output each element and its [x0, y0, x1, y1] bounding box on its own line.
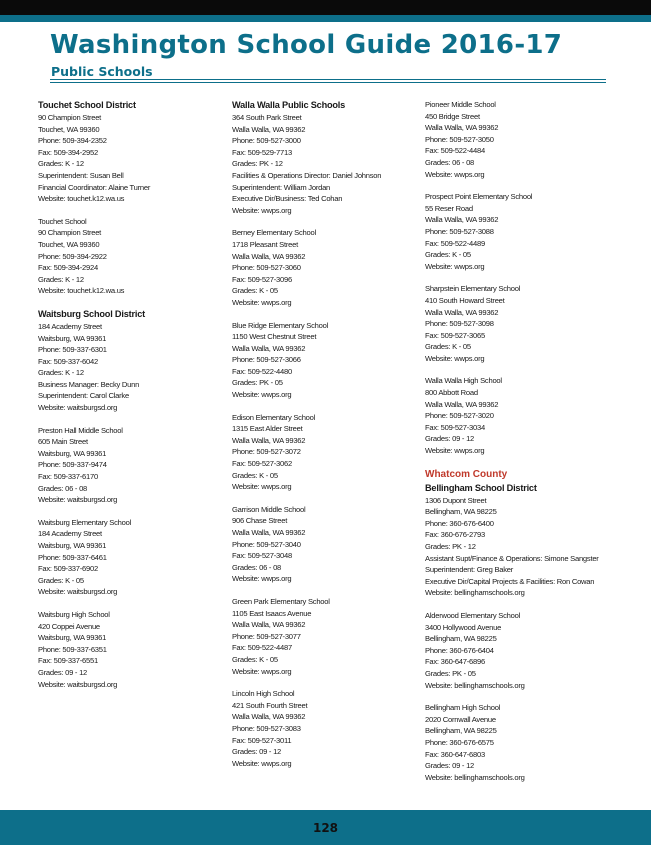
- entry-line: Grades: 09 - 12: [38, 667, 88, 677]
- entry-line: Walla Walla, WA 99362: [232, 435, 306, 445]
- entry-line: Grades: 06 - 08: [425, 157, 475, 167]
- entry-line: Grades: K - 12: [38, 368, 84, 378]
- entry-line: 420 Coppei Avenue: [38, 621, 100, 631]
- entry-line: Grades: 06 - 08: [38, 483, 88, 493]
- entry-line: 90 Champion Street: [38, 228, 102, 238]
- directory-entry: [38, 609, 223, 690]
- entry-line: Phone: 509-337-6351: [38, 644, 107, 654]
- entry-line: Phone: 509-337-9474: [38, 460, 107, 470]
- entry-line: Superintendent: Greg Baker: [425, 565, 514, 575]
- entry-line: Bellingham, WA 98225: [425, 726, 497, 736]
- entry-line: Preston Hall Middle School: [38, 425, 123, 435]
- top-black-bar: [0, 0, 651, 15]
- entry-line: 3400 Hollywood Avenue: [425, 622, 502, 632]
- entry-line: Fax: 360-676-2793: [425, 530, 485, 540]
- entry-line: 184 Academy Street: [38, 321, 102, 331]
- directory-entry: [232, 596, 417, 677]
- entry-line: Walla Walla, WA 99362: [425, 123, 499, 133]
- entry-line: Website: bellinghamschools.org: [425, 588, 525, 598]
- entry-line: 800 Abbott Road: [425, 388, 478, 398]
- entry-line: Fax: 509-522-4487: [232, 643, 292, 653]
- footer-bar: [0, 810, 651, 845]
- entry-line: Fax: 509-522-4480: [232, 366, 292, 376]
- directory-entry: [38, 99, 223, 205]
- entry-line: Executive Dir/Capital Projects & Facilities: Ron Cowan: [425, 576, 595, 586]
- entry-line: Assistant Supt/Finance & Operations: Simone Sangster: [425, 553, 599, 563]
- entry-line: 364 South Park Street: [232, 113, 302, 122]
- entry-line: Website: waitsburgsd.org: [38, 403, 118, 413]
- entry-line: Fax: 509-522-4489: [425, 238, 485, 248]
- entry-line: 184 Academy Street: [38, 529, 102, 539]
- entry-line: Financial Coordinator: Alaine Turner: [38, 182, 151, 192]
- entry-line: Website: wwps.org: [232, 666, 292, 676]
- entry-line: Website: wwps.org: [425, 261, 485, 271]
- entry-line: 90 Champion Street: [38, 113, 102, 122]
- entry-line: Grades: K - 12: [38, 274, 84, 284]
- entry-line: Phone: 509-394-2352: [38, 136, 107, 146]
- directory-entry: [38, 425, 223, 506]
- directory-entry: [38, 216, 223, 297]
- entry-line: Website: wwps.org: [425, 353, 485, 363]
- entry-line: Phone: 360-676-6575: [425, 737, 494, 747]
- entry-line: Touchet, WA 99360: [38, 124, 100, 134]
- column-2: [232, 99, 417, 780]
- entry-line: Website: wwps.org: [425, 169, 485, 179]
- directory-entry: [38, 517, 223, 598]
- entry-line: Touchet, WA 99360: [38, 239, 100, 249]
- page-title: Washington School Guide 2016-17: [50, 30, 563, 60]
- entry-line: Phone: 509-337-6461: [38, 552, 107, 562]
- entry-line: Pioneer Middle School: [425, 100, 496, 109]
- entry-line: Touchet School: [38, 216, 87, 226]
- entry-line: Grades: 09 - 12: [425, 434, 475, 444]
- entry-line: Walla Walla, WA 99362: [232, 528, 306, 537]
- entry-line: 1105 East Isaacs Avenue: [232, 608, 312, 618]
- entry-line: Facilities & Operations Director: Daniel Johnson: [232, 170, 382, 180]
- entry-line: Grades: K - 05: [232, 470, 278, 480]
- entry-line: Fax: 509-394-2924: [38, 263, 98, 273]
- entry-line: Website: waitsburgsd.org: [38, 679, 118, 689]
- entry-line: Garrison Middle School: [232, 504, 306, 514]
- entry-line: Website: wwps.org: [232, 574, 292, 584]
- header-rule-top: [50, 79, 606, 80]
- entry-line: Phone: 509-527-3050: [425, 134, 494, 144]
- entry-line: Website: touchet.k12.wa.us: [38, 194, 125, 204]
- directory-entry: [425, 375, 610, 456]
- entry-line: Grades: PK - 05: [425, 668, 476, 678]
- entry-line: Grades: PK - 05: [232, 378, 283, 388]
- entry-line: Blue Ridge Elementary School: [232, 320, 328, 330]
- entry-line: 1315 East Alder Street: [232, 424, 303, 434]
- entry-line: Website: bellinghamschools.org: [425, 680, 525, 690]
- entry-line: Lincoln High School: [232, 689, 295, 699]
- directory-entry: [425, 191, 610, 272]
- entry-line: Waitsburg Elementary School: [38, 517, 131, 527]
- entry-line: Phone: 509-527-3077: [232, 631, 301, 641]
- entry-line: Fax: 509-527-3062: [232, 459, 292, 469]
- entry-line: Phone: 509-527-3000: [232, 136, 301, 146]
- entry-line: Walla Walla, WA 99362: [425, 215, 499, 225]
- entry-line: Phone: 509-527-3072: [232, 447, 301, 457]
- top-teal-bar: [0, 15, 651, 22]
- entry-line: Grades: K - 05: [232, 286, 278, 296]
- directory-entry: [232, 504, 417, 585]
- entry-line: Website: wwps.org: [232, 297, 292, 307]
- entry-line: Grades: PK - 12: [425, 542, 476, 551]
- entry-line: Walla Walla, WA 99362: [232, 712, 306, 722]
- district-heading: Walla Walla Public Schools: [232, 100, 346, 110]
- entry-line: Waitsburg, WA 99361: [38, 633, 107, 643]
- entry-line: Fax: 509-522-4484: [425, 146, 485, 156]
- entry-line: Superintendent: Carol Clarke: [38, 391, 129, 401]
- entry-line: Walla Walla, WA 99362: [232, 343, 306, 353]
- entry-line: Grades: K - 05: [38, 575, 84, 585]
- district-heading: Bellingham School District: [425, 482, 537, 493]
- entry-line: Grades: K - 05: [232, 654, 278, 664]
- entry-line: Business Manager: Becky Dunn: [38, 379, 140, 389]
- entry-line: Fax: 509-394-2952: [38, 147, 98, 157]
- entry-line: 1150 West Chestnut Street: [232, 332, 317, 342]
- entry-line: Superintendent: William Jordan: [232, 182, 331, 192]
- directory-entry: [425, 283, 610, 364]
- entry-line: Walla Walla, WA 99362: [425, 399, 499, 409]
- directory-entry: [232, 320, 417, 401]
- entry-line: Fax: 509-337-6902: [38, 564, 98, 574]
- entry-line: 906 Chase Street: [232, 516, 288, 526]
- entry-line: Fax: 509-529-7713: [232, 147, 292, 157]
- entry-line: Grades: 09 - 12: [425, 761, 475, 771]
- entry-line: Green Park Elementary School: [232, 596, 330, 606]
- column-1: [38, 99, 223, 701]
- entry-line: Website: bellinghamschools.org: [425, 772, 525, 782]
- entry-line: Fax: 509-527-3011: [232, 735, 292, 745]
- entry-line: Phone: 509-337-6301: [38, 345, 107, 355]
- entry-line: Alderwood Elementary School: [425, 610, 520, 620]
- entry-line: Website: wwps.org: [232, 758, 292, 768]
- entry-line: Fax: 360-647-6803: [425, 749, 485, 759]
- entry-line: Bellingham, WA 98225: [425, 507, 497, 517]
- entry-line: Waitsburg High School: [38, 609, 110, 619]
- entry-line: Sharpstein Elementary School: [425, 284, 521, 294]
- entry-line: Fax: 509-527-3065: [425, 330, 485, 340]
- district-heading: Touchet School District: [38, 100, 136, 110]
- directory-entry: [232, 688, 417, 769]
- entry-line: Grades: PK - 12: [232, 159, 283, 169]
- entry-line: Grades: K - 05: [425, 250, 471, 260]
- entry-line: Fax: 509-527-3096: [232, 274, 292, 284]
- entry-line: Grades: 06 - 08: [232, 562, 282, 572]
- entry-line: 605 Main Street: [38, 437, 88, 447]
- entry-line: 1718 Pleasant Street: [232, 239, 298, 249]
- entry-line: Fax: 509-337-6551: [38, 656, 98, 666]
- entry-line: Bellingham High School: [425, 703, 501, 713]
- entry-line: Walla Walla, WA 99362: [425, 307, 499, 317]
- section-subtitle: Public Schools: [51, 64, 153, 79]
- directory-entry: [425, 99, 610, 180]
- entry-line: Phone: 360-676-6400: [425, 518, 494, 528]
- entry-line: Grades: K - 05: [425, 342, 471, 352]
- directory-entry: [425, 468, 610, 599]
- entry-line: Phone: 509-527-3098: [425, 319, 494, 329]
- entry-line: Waitsburg, WA 99361: [38, 541, 107, 550]
- entry-line: Edison Elementary School: [232, 412, 316, 422]
- entry-line: Phone: 509-527-3083: [232, 723, 301, 733]
- entry-line: 421 South Fourth Street: [232, 700, 308, 710]
- entry-line: Fax: 509-337-6042: [38, 356, 98, 366]
- entry-line: Waitsburg, WA 99361: [38, 333, 107, 343]
- directory-entry: [425, 610, 610, 691]
- entry-line: Phone: 509-394-2922: [38, 251, 107, 261]
- entry-line: Fax: 360-647-6896: [425, 657, 485, 667]
- entry-line: Executive Dir/Business: Ted Cohan: [232, 194, 343, 204]
- entry-line: Phone: 509-527-3088: [425, 226, 494, 236]
- directory-entry: [38, 308, 223, 414]
- directory-entry: [232, 412, 417, 493]
- entry-line: Fax: 509-527-3048: [232, 551, 292, 561]
- entry-line: Fax: 509-337-6170: [38, 472, 98, 482]
- entry-line: 55 Reser Road: [425, 203, 473, 213]
- entry-line: Grades: 09 - 12: [232, 747, 282, 757]
- directory-entry: [425, 702, 610, 783]
- entry-line: Bellingham, WA 98225: [425, 634, 497, 644]
- column-3: [425, 99, 610, 794]
- header-rule-bottom: [50, 82, 606, 83]
- entry-line: 2020 Cornwall Avenue: [425, 714, 496, 724]
- entry-line: Phone: 360-676-6404: [425, 645, 494, 655]
- entry-line: Website: waitsburgsd.org: [38, 587, 118, 597]
- entry-line: Superintendent: Susan Bell: [38, 170, 124, 180]
- entry-line: Website: touchet.k12.wa.us: [38, 286, 125, 296]
- entry-line: Phone: 509-527-3020: [425, 411, 494, 421]
- entry-line: 450 Bridge Street: [425, 111, 480, 121]
- directory-entry: [232, 99, 417, 216]
- entry-line: Website: wwps.org: [425, 446, 485, 456]
- directory-entry: [232, 227, 417, 308]
- entry-line: Grades: K - 12: [38, 159, 84, 169]
- entry-line: Walla Walla High School: [425, 376, 502, 386]
- entry-line: 410 South Howard Street: [425, 295, 505, 305]
- district-heading: Waitsburg School District: [38, 308, 145, 319]
- entry-line: Waitsburg, WA 99361: [38, 448, 107, 458]
- entry-line: Berney Elementary School: [232, 228, 316, 238]
- entry-line: 1306 Dupont Street: [425, 495, 487, 505]
- entry-line: Website: waitsburgsd.org: [38, 495, 118, 505]
- entry-line: Phone: 509-527-3060: [232, 263, 301, 273]
- entry-line: Walla Walla, WA 99362: [232, 620, 306, 630]
- entry-line: Walla Walla, WA 99362: [232, 124, 306, 134]
- entry-line: Website: wwps.org: [232, 390, 292, 400]
- entry-line: Fax: 509-527-3034: [425, 422, 485, 432]
- page-number: 128: [312, 821, 339, 835]
- county-heading: Whatcom County: [425, 468, 508, 480]
- entry-line: Walla Walla, WA 99362: [232, 251, 306, 261]
- entry-line: Website: wwps.org: [232, 205, 292, 215]
- entry-line: Website: wwps.org: [232, 482, 292, 492]
- entry-line: Phone: 509-527-3040: [232, 539, 301, 549]
- entry-line: Phone: 509-527-3066: [232, 355, 301, 365]
- entry-line: Prospect Point Elementary School: [425, 192, 533, 202]
